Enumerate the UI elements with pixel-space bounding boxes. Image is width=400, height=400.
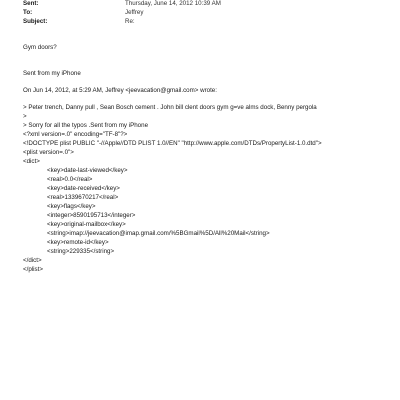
quote-intro: On Jun 14, 2012, at 5:29 AM, Jeffrey <jeevacation@gmail.com> wrote: bbox=[23, 87, 217, 94]
plist-entry: <string>229335</string> bbox=[47, 248, 115, 255]
dict-open: <dict> bbox=[23, 158, 40, 165]
to-label: To: bbox=[23, 9, 33, 16]
subject-value: Re: bbox=[125, 18, 135, 25]
body-signature: Sent from my iPhone bbox=[23, 70, 81, 77]
plist-entry: <integer>8590195713</integer> bbox=[47, 212, 136, 219]
plist-entry: <real>0.0</real> bbox=[47, 176, 93, 183]
sent-row bbox=[23, 0, 393, 9]
body-question: Gym doors? bbox=[23, 44, 57, 51]
plist-close: </plist> bbox=[23, 266, 43, 273]
plist-entry: <real>1339670217</real> bbox=[47, 194, 119, 201]
xml-declaration: <?xml version=.0" encoding="TF-8"?> bbox=[23, 131, 128, 138]
quote-line-2: > bbox=[23, 113, 27, 120]
plist-entry: <key>original-mailbox</key> bbox=[47, 221, 126, 228]
to-row bbox=[23, 9, 393, 18]
plist-entry: <key>date-received</key> bbox=[47, 185, 120, 192]
plist-open: <plist version=.0"> bbox=[23, 149, 74, 156]
plist-entry: <key>date-last-viewed</key> bbox=[47, 167, 128, 174]
doctype-line: <!DOCTYPE plist PUBLIC "-//Apple//DTD PLIST 1.0//EN" "http://www.apple.com/DTDs/PropertyList-1.0.dtd"> bbox=[23, 140, 322, 147]
to-value: Jeffrey bbox=[125, 9, 144, 16]
quote-line-1: > Peter trench, Danny pull , Sean Bosch cement . John bill clent doors gym g=ve alms dock, Benny pergola bbox=[23, 104, 317, 111]
subject-row bbox=[23, 18, 393, 27]
plist-entry: <string>imap://jeevacation@imap.gmail.com/%5BGmail%5D/All%20Mail</string> bbox=[47, 230, 270, 237]
plist-entry: <key>remote-id</key> bbox=[47, 239, 109, 246]
subject-label: Subject: bbox=[23, 18, 48, 25]
quote-line-3: > Sorry for all the typos .Sent from my iPhone bbox=[23, 122, 149, 129]
dict-close: </dict> bbox=[23, 257, 42, 264]
sent-value: Thursday, June 14, 2012 10:39 AM bbox=[125, 0, 221, 7]
plist-entry: <key>flags</key> bbox=[47, 203, 96, 210]
sent-label: Sent: bbox=[23, 0, 39, 7]
